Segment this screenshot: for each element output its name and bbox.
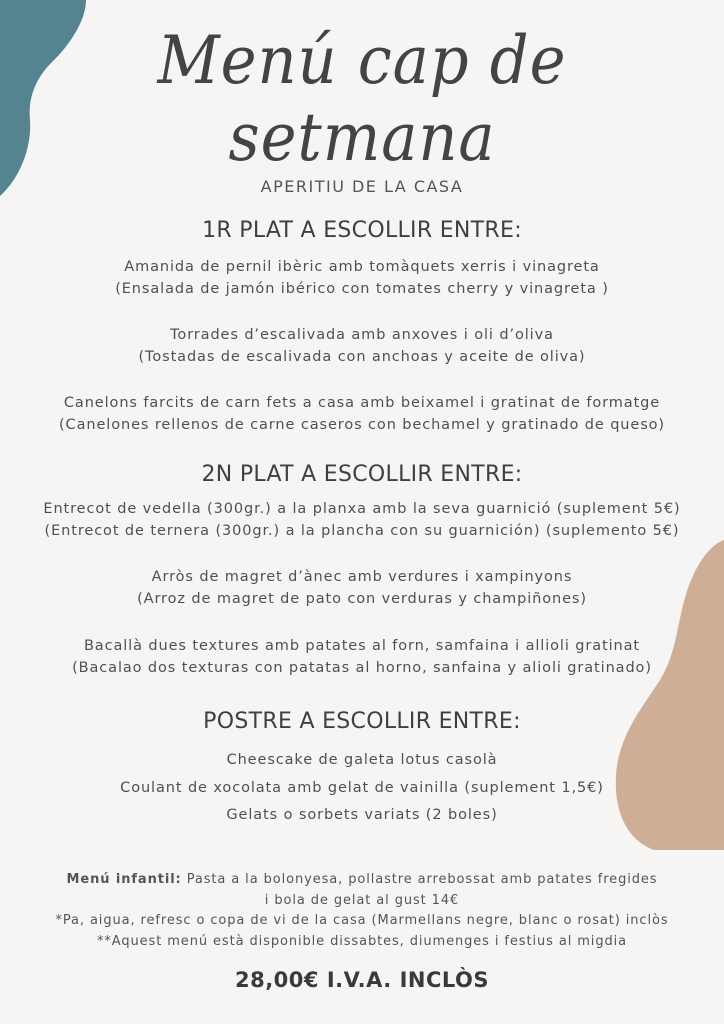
first-course-dish-2: [0, 324, 724, 368]
kids-menu-label: Menú infantil:: [66, 872, 182, 887]
included-note: *Pa, aigua, refresc o copa de vi de la casa (Marmellans negre, blanc o rosat) inclòs: [55, 913, 669, 928]
menu-price: 28,00€ I.V.A. INCLÒS: [234, 968, 489, 992]
second-course-dish-1: [0, 498, 724, 542]
dessert-item-1: Cheescake de galeta lotus casolà: [226, 752, 498, 768]
dessert-item-2: Coulant de xocolata amb gelat de vainilla (suplement 1,5€): [120, 780, 604, 796]
second-course-heading: 2N PLAT A ESCOLLIR ENTRE:: [201, 462, 523, 487]
dish-name-es: (Tostadas de escalivada con anchoas y aceite de oliva): [138, 349, 586, 365]
aperitiu-heading: APERITIU DE LA CASA: [260, 177, 464, 196]
dish-name-ca: Canelons farcits de carn fets a casa amb beixamel i gratinat de formatge: [63, 395, 661, 411]
first-course-heading: 1R PLAT A ESCOLLIR ENTRE:: [202, 218, 522, 243]
first-course-dish-1: [0, 256, 724, 300]
kids-menu-note: [0, 869, 724, 911]
kids-menu-text: Pasta a la bolonyesa, pollastre arrebossat amb patates fregides: [181, 872, 658, 887]
dish-name-es: (Canelones rellenos de carne caseros con bechamel y gratinado de queso): [59, 417, 665, 433]
dessert-heading: POSTRE A ESCOLLIR ENTRE:: [203, 709, 521, 734]
dish-name-es: (Arroz de magret de pato con verduras y champiñones): [137, 591, 587, 607]
dish-name-ca: Arròs de magret d’ànec amb verdures i xampinyons: [151, 569, 573, 585]
dish-name-es: (Ensalada de jamón ibérico con tomates cherry y vinagreta ): [115, 281, 609, 297]
first-course-dish-3: [0, 392, 724, 436]
kids-menu-text-2: i bola de gelat al gust 14€: [264, 893, 460, 908]
second-course-dish-3: [0, 635, 724, 679]
dish-name-ca: Bacallà dues textures amb patates al forn, samfaina i allioli gratinat: [83, 638, 641, 654]
dish-name-ca: Amanida de pernil ibèric amb tomàquets xerris i vinagreta: [124, 259, 600, 275]
dish-name-es: (Entrecot de ternera (300gr.) a la plancha con su guarnición) (suplemento 5€): [44, 523, 680, 539]
dish-name-ca: Torrades d’escalivada amb anxoves i oli d’oliva: [170, 327, 554, 343]
dish-name-es: (Bacalao dos texturas con patatas al horno, sanfaina y alioli gratinado): [72, 660, 652, 676]
availability-note: **Aquest menú està disponible dissabtes, diumenges i festius al migdia: [96, 934, 628, 949]
page-title: Menú cap de setmana: [157, 22, 567, 176]
second-course-dish-2: [0, 566, 724, 610]
dish-name-ca: Entrecot de vedella (300gr.) a la planxa amb la seva guarnició (suplement 5€): [43, 501, 681, 517]
dessert-item-3: Gelats o sorbets variats (2 boles): [226, 807, 498, 823]
